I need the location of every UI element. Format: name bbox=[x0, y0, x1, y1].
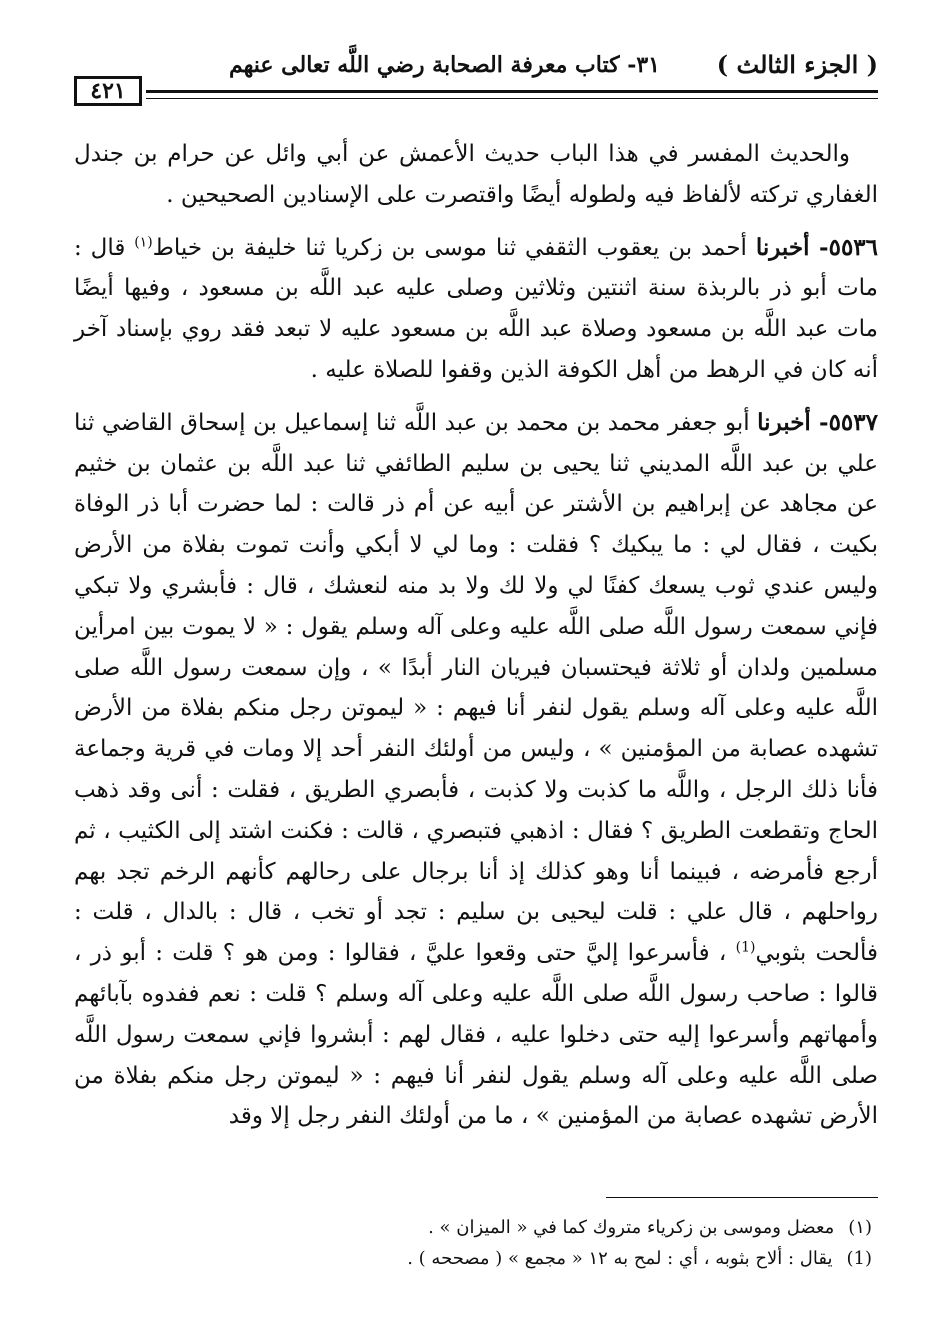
page-number: ٤٢١ bbox=[74, 76, 142, 106]
footnote-ref: (١) bbox=[134, 233, 153, 250]
hadith-number: ٥٥٣٦ bbox=[828, 233, 879, 261]
footnote-marker: (1) bbox=[846, 1248, 872, 1269]
main-text bbox=[74, 134, 878, 1137]
hadith-5536 bbox=[74, 228, 878, 391]
hadith-text-continued: قال : مات أبو ذر بالربذة سنة اثنتين وثلاثين وصلى عليه عبد اللَّه بن مسعود ، وفيها أيضًا مات عبد اللَّه بن مسعود وصلاة عبد اللَّه بن مسعود عليه لا تبعد فقد روي بإسناد آخر أنه كان في الرهط من أهل الكوفة الذين وقفوا للصلاة عليه . bbox=[74, 234, 878, 383]
footnotes bbox=[74, 1212, 872, 1274]
hadith-text-continued: ، فأسرعوا إليَّ حتى وقعوا عليَّ ، فقالوا : ومن هو ؟ قلت : أبو ذر ، قالوا : صاحب رسول اللَّه صلى اللَّه عليه وعلى آله وسلم ؟ قلت : نعم ففدوه بآبائهم وأمهاتهم وأسرعوا إليه حتى دخلوا عليه ، فقال لهم : أبشروا فإني سمعت رسول اللَّه صلى اللَّه عليه وعلى آله وسلم يقول لنفر أنا فيهم : « ليموتن رجل منكم بفلاة من الأرض تشهده عصابة من المؤمنين » ، ما من أولئك النفر رجل إلا وقد bbox=[74, 940, 878, 1130]
volume-label: ( الجزء الثالث ) bbox=[716, 50, 878, 79]
footnote-1 bbox=[74, 1212, 872, 1243]
hadith-lead: - أخبرنا bbox=[757, 408, 829, 436]
hadith-number: ٥٥٣٧ bbox=[828, 408, 878, 436]
running-header bbox=[74, 38, 878, 110]
hadith-5537 bbox=[74, 403, 878, 1137]
footnote-ref: (1) bbox=[735, 939, 756, 956]
chapter-title: ٣١- كتاب معرفة الصحابة رضي اللَّه تعالى عنهم bbox=[228, 52, 660, 78]
footnote-separator bbox=[606, 1197, 878, 1198]
hadith-text: أبو جعفر محمد بن محمد بن عبد اللَّه ثنا إسماعيل بن إسحاق القاضي ثنا علي بن عبد اللَّه المديني ثنا يحيى بن سليم الطائفي ثنا عبد اللَّه بن عثمان بن خثيم عن مجاهد عن إبراهيم بن الأشتر عن أبيه عن أم ذر قالت : لما حضرت أبا ذر الوفاة بكيت ، فقال لي : ما يبكيك ؟ فقلت : وما لي لا أبكي وأنت تموت بفلاة من الأرض وليس عندي ثوب يسعك كفنًا لي ولا لك ولا بد منه لنعشك ، قال : فأبشري ولا تبكي فإني سمعت رسول اللَّه صلى اللَّه عليه وعلى آله وسلم يقول : « لا يموت بين امرأين مسلمين ولدان أو ثلاثة فيحتسبان فيريان النار أبدًا » ، وإن سمعت رسول اللَّه صلى اللَّه عليه وعلى آله وسلم يقول لنفر أنا فيهم : « ليموتن رجل منكم بفلاة من الأرض تشهده عصابة من المؤمنين » ، وليس من أولئك النفر أحد إلا ومات في قرية وجماعة فأنا ذلك الرجل ، واللَّه ما كذبت ولا كذبت ، فأبصري الطريق ، فقلت : أنى وقد ذهب الحاج وتقطعت الطريق ؟ فقال : اذهبي فتبصري ، قالت : فكنت اشتد إلى الكثيب ، ثم أرجع فأمرضه ، فبينما أنا وهو كذلك إذ أنا برجال على رحالهم كأنهم الرخم تجد بهم رواحلهم ، قال علي : قلت ليحيى بن سليم : تجد أو تخب ، قال : بالدال ، قلت : فألحت بثوبي bbox=[74, 409, 878, 967]
footnote-text: معضل وموسى بن زكرياء متروك كما في « الميزان » . bbox=[428, 1217, 835, 1238]
header-rule bbox=[146, 90, 878, 99]
paragraph-intro bbox=[74, 134, 878, 216]
hadith-text: أحمد بن يعقوب الثقفي ثنا موسى بن زكريا ثنا خليفة بن خياط bbox=[152, 234, 756, 261]
footnote-marker: (١) bbox=[848, 1217, 872, 1238]
footnote-text: يقال : ألاح بثوبه ، أي : لمح به ١٢ « مجمع » ( مصححه ) . bbox=[407, 1248, 833, 1269]
paragraph-text: والحديث المفسر في هذا الباب حديث الأعمش عن أبي وائل عن حرام بن جندل الغفاري تركته لألفاظ فيه ولطوله أيضًا واقتصرت على الإسنادين الصحيحين . bbox=[74, 141, 878, 208]
hadith-lead: - أخبرنا bbox=[755, 233, 829, 261]
footnote-2 bbox=[74, 1243, 872, 1274]
